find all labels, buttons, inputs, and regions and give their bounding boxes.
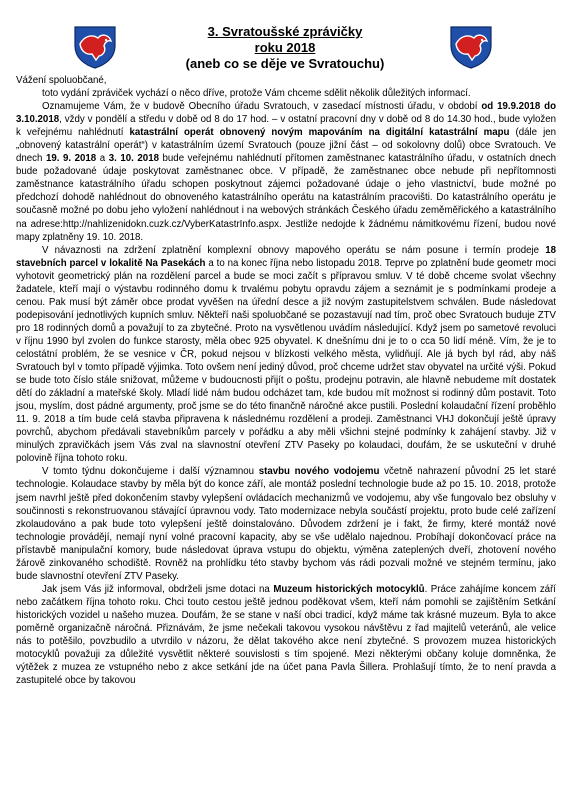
paragraph-water-reservoir: V tomto týdnu dokončujeme i další významnou stavbu nového vodojemu včetně nahrazení původní 25 let staré technologie. Kolaudace stavby by měla být do konce září, ale montáž poslední technologie bude až po 15. 10. 2018, protože jsem navrhl ještě před dokončením stavby vylepšení ovládacích mechanizmů ve vodojemu, aby vše fungovalo bez obsluhy v součinnosti s rekonstruovanou stávající úpravnou vody. Tato modernizace nebyla součástí projektu, proto bude celé zařízení zkolaudováno a pak bude toto vylepšení ještě doinstalováno. Důvodem zdržení je i fakt, že firmy, které montáž nové technologie provádějí, nemají nyní volné pracovní kapacity, aby se vše udělalo najednou. Probíhají dokončovací práce na přístavbě manipulační komory, bude následovat úprava vstupu do objektu, výměna zateplených dveří, zhotovení nového žárově zinkovaného schodiště. Rovněž na prohlídku této stavby bychom vás rádi pozvali možné ve stejném termínu, jako bude slavnostní otevření ZTV Paseky. <box>16 466 556 582</box>
paragraph-cadastral: Oznamujeme Vám, že v budově Obecního úřadu Svratouch, v zasedací místnosti úřadu, v období od 19.9.2018 do 3.10.2018, vždy v pondělí a středu v době od 8 do 17 hod. – v ostatní pracovní dny v době od 8 do 14.30 hod., bude vyložen k veřejnému nahlédnutí katastrální operát obnovený novým mapováním na digitální katastrální mapu (dále jen „obnovený katastrální operát“) v katastrálním území Svratouch (pouze jižní část – od sokolovny dolů) obce Svratouch. Ve dnech 19. 9. 2018 a 3. 10. 2018 bude veřejnému nahlédnutí přítomen zaměstnanec katastrálního úřadu, v ostatních dnech bude požadované údaje poskytovat zaměstnanec obce. V případě, že zaměstnanec obce nebude při nepřítomnosti zaměstnance katastrálního úřadu schopen poskytnout zájemci požadované údaje o jeho vlastnictví, bude možné po předchozí dohodě nahlédnout do obnoveného katastrálního operátu na katastrálním pracovišti. Do katastrálního operátu je současně možné po dobu jeho vyložení nahlédnout i na webových stránkách Českého úřadu zeměměřického a katastrálního na adrese:http://nahlizenidokn.cuzk.cz/VyberKatastrInfo.aspx. Jestliže nedojde k žádnému námitkovému řízení, budou nové mapy zplatněny 19. 10. 2018. <box>16 101 556 243</box>
document-tagline: (aneb co se děje ve Svratouchu) <box>185 56 385 71</box>
document-body <box>16 74 556 687</box>
document-title: 3. Svratoušské zprávičky <box>207 24 363 39</box>
paragraph-building-plots: V návaznosti na zdržení zplatnění komplexní obnovy mapového operátu se nám posune i termín prodeje 18 stavebních parcel v lokalitě Na Pasekách a to na konec října nebo listopadu 2018. Teprve po zplatnění bude geometr moci vyhotovit geometrický plán na rozdělení parcel a bude se moci začít s přípravou smluv. V té době chceme svolat všechny žadatele, kteří mají o výstavbu rodinného domu k trvalému pobytu opravdu zájem a seznámit je s podmínkami prodeje a cenou. Pak musí být záměr obce prodat vyvěšen na úřední desce a již novým zastupitelstvem schválen. Bude následovat podepisování jednotlivých kupních smluv. Někteří naši spoluobčané se pozastavují nad tím, proč obec Svratouch buduje ZTV pro 18 rodinných domů a považují to za zbytečné. Proto na vysvětlenou uvádím následující. Když jsem po sametové revoluci v říjnu 1990 byl zvolen do funkce starosty, měla obec 925 obyvatel. K dnešnímu dni je to o cca 50 lidí méně. Vím, že je to celostátní problém, že se vesnice v ČR, pokud nejsou v blízkosti velkého města, vylidňují. Ale já bych byl rád, aby náš Svratouch byl v tomto případě výjimka. Toto ovšem není jediný důvod, proč chceme udržet stav obyvatel na určité výši. Pokud se bude toto číslo stále snižovat, můžeme v budoucnosti přijít o poštu, prodejnu potravin, ale hlavně nebudeme mít dostatek dětí do základní a mateřské školy. Mladí lidé nám budou odcházet tam, kde budou mít možnost si rodinný dům postavit. Toto jsou, myslím, dost pádné argumenty, proč jsme se do této finančně náročné akce pustili. Poslední kolaudační řízení proběhlo 11. 9. 2018 a tím bude celá stavba připravena k následnému rozdělení a prodeji. Zaměstnanci VHJ dokončují ještě úpravy povrchů, abychom předávali stavebníkům parcely v pořádku a aby měli všichni stejné podmínky k zahájení stavby. Již v minulých zpravičkách jsem Vás zval na slavnostní otevření ZTV Paseky po kolaudaci, doufám, že se uskuteční v druhé polovině října tohoto roku. <box>16 244 556 465</box>
greeting: Vážení spoluobčané, <box>16 75 107 86</box>
document-subtitle: roku 2018 <box>254 40 316 55</box>
paragraph-museum: Jak jsem Vás již informoval, obdrželi jsme dotaci na Muzeum historických motocyklů. Práce zahájíme koncem září nebo začátkem října tohoto roku. Chci touto cestou ještě jednou poděkovat všem, kteří nám pomohli se zajištěním Setkání historických vozidel u našeho muzea. Doufám, že se stane v naší obci tradicí, když máme tak krásné muzeum. Byla to akce poměrně organizačně náročná. Přiznávám, že jsme nečekali takovou vysokou návštěvu z řad majitelů veteránů, ale velice nás to potěšilo, povzbudilo a utvrdilo v názoru, že dělat takového akce není zbytečné. S provozem muzea historických motocyklů považuji za důležité vysvětlit některé souvislosti s tím spojené. Mezi některými občany koluje domněnka, že výtěžek z muzea ze vstupného nebo z akce setkání jde na účet pana Pavla Šillera. Prohlašují tímto, že to není pravda a zastupitelé obce by takovou <box>16 583 556 687</box>
cadastre-link[interactable]: http://nahlizenidokn.cuzk.cz/VyberKatastrInfo.aspx <box>62 218 279 230</box>
document-header <box>0 24 570 72</box>
intro-paragraph: toto vydání zpráviček vychází o něco dříve, protože Vám chceme sdělit několik důležitých informací. <box>42 88 471 100</box>
